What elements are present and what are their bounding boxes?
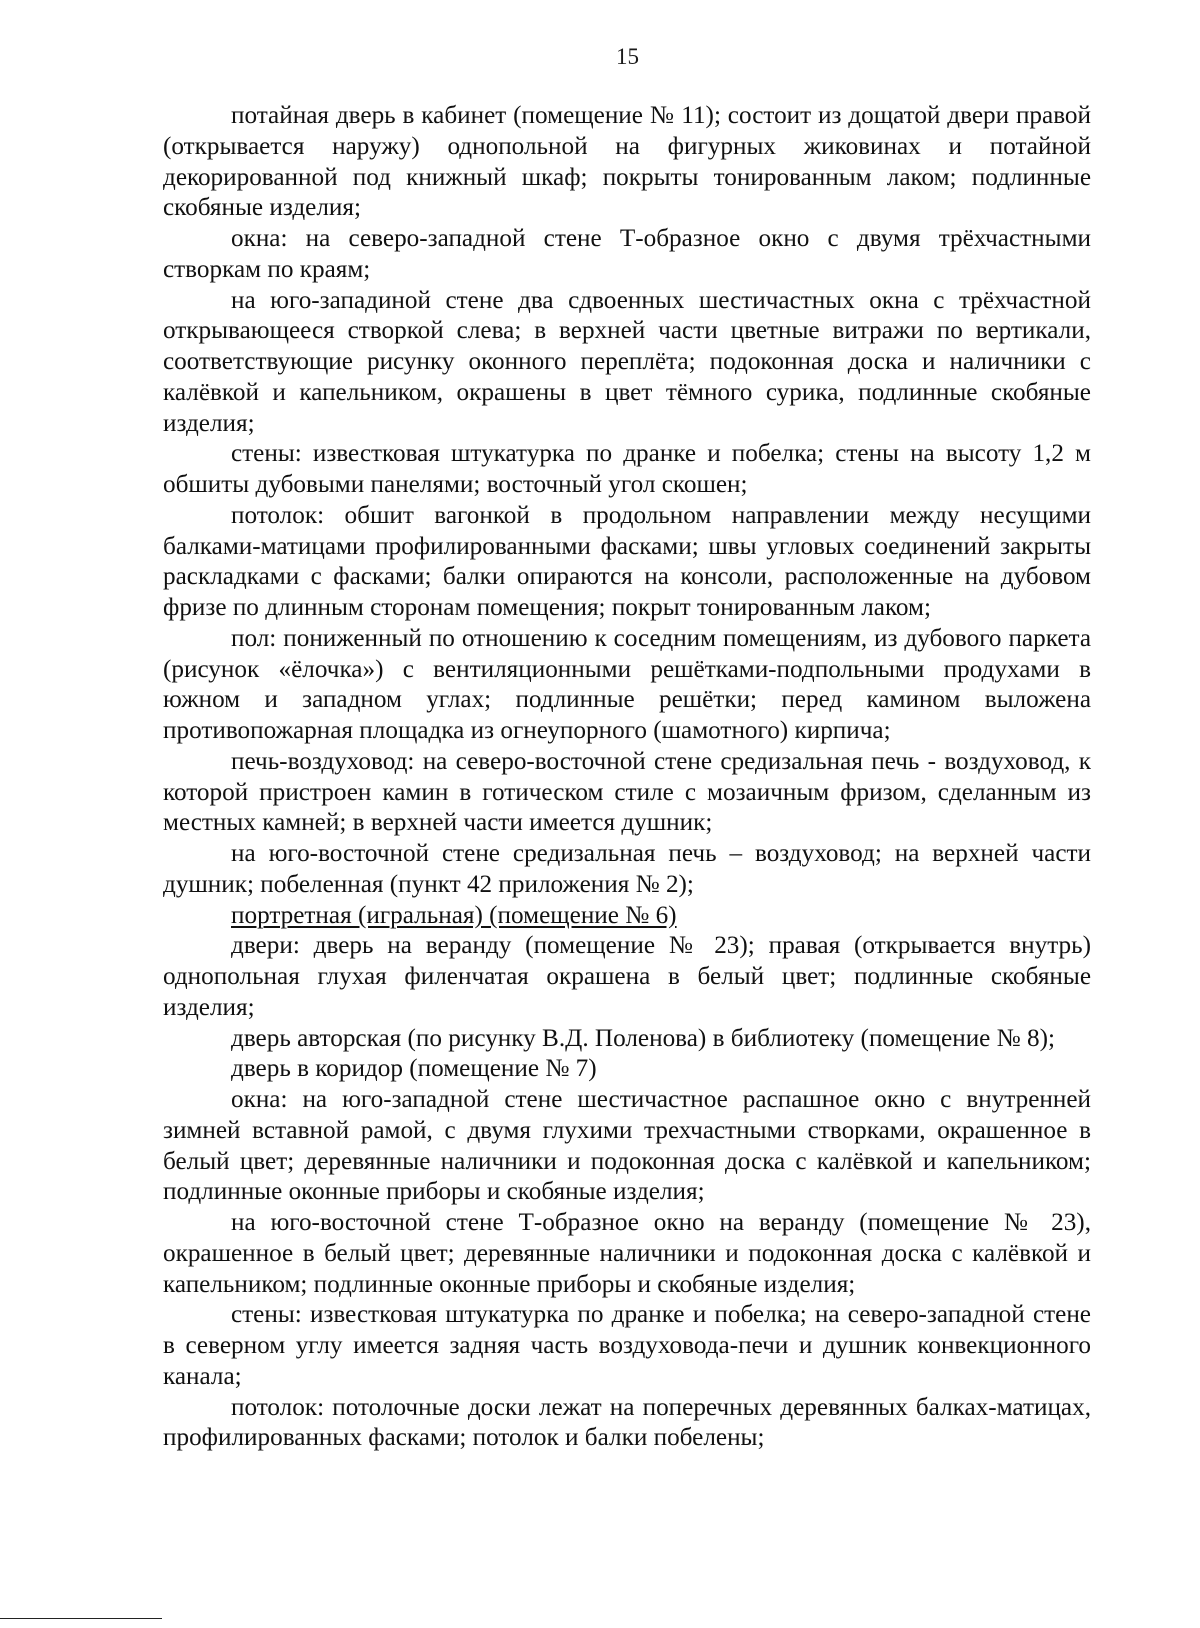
paragraph-ceiling: потолок: обшит вагонкой в продольном направлении между несущими балками-матицами профилированными фасками; швы угловых соединений закрыты раскладками с фасками; балки опираются на консоли, расположенные на дубовом фризе по длинным сторонам помещения; покрыт тонированным лаком; <box>163 501 1091 621</box>
paragraph-floor: пол: пониженный по отношению к соседним помещениям, из дубового паркета (рисунок «ёлочка») с вентиляционными решётками-подпольными продухами в южном и западном углах; подлинные решётки; перед камином выложена противопожарная площадка из огнеупорного (шамотного) кирпича; <box>163 624 1091 744</box>
paragraph-door-corridor: дверь в коридор (помещение № 7) <box>231 1055 597 1083</box>
paragraph-windows-southwest: на юго-западиной стене два сдвоенных шестичастных окна с трёхчастной открывающееся створкой слева; в верхней части цветные витражи по вертикали, соответствующие рисунку оконного переплёта; подоконная доска и наличники с калёвкой и капельником, окрашены в цвет тёмного сурика, подлинные скобяные изделия; <box>163 286 1091 437</box>
page-number: 15 <box>616 44 639 69</box>
paragraph-walls-room6: стены: известковая штукатурка по дранке и побелка; на северо-западной стене в северном углу имеется задняя часть воздуховода-печи и душник конвекционного канала; <box>163 1301 1091 1390</box>
footnote-separator-line <box>0 1618 162 1619</box>
paragraph-doors-veranda: двери: дверь на веранду (помещение № 23); правая (открывается внутрь) однопольная глухая филенчатая окрашена в белый цвет; подлинные скобяные изделия; <box>163 932 1091 1021</box>
section-heading-text: портретная (игральная) (помещение № 6) <box>231 901 677 929</box>
paragraph-stove-southeast: на юго-восточной стене средизальная печь – воздуховод; на верхней части душник; побеленная (пункт 42 приложения № 2); <box>163 840 1091 898</box>
section-heading-portrait-room <box>163 901 1091 932</box>
paragraph-windows-northwest: окна: на северо-западной стене Т-образное окно с двумя трёхчастными створкам по краям; <box>163 225 1091 283</box>
paragraph-walls: стены: известковая штукатурка по дранке и побелка; стены на высоту 1,2 м обшиты дубовыми панелями; восточный угол скошен; <box>163 440 1091 498</box>
paragraph-ceiling-room6: потолок: потолочные доски лежат на поперечных деревянных балках-матицах, профилированных фасками; потолок и балки побелены; <box>163 1393 1091 1452</box>
paragraph-windows-southwest-room6: окна: на юго-западной стене шестичастное распашное окно с внутренней зимней вставной рамой, с двумя глухими трехчастными створками, окрашенное в белый цвет; деревянные наличники и подоконная доска с калёвкой и капельником; подлинные оконные приборы и скобяные изделия; <box>163 1086 1091 1206</box>
paragraph-windows-southeast-room6: на юго-восточной стене Т-образное окно на веранду (помещение № 23), окрашенное в белый цвет; деревянные наличники и подоконная доска с калёвкой и капельником; подлинные оконные приборы и скобяные изделия; <box>163 1209 1091 1298</box>
paragraph-secret-door: потайная дверь в кабинет (помещение № 11); состоит из дощатой двери правой (открывается наружу) однопольной на фигурных жиковинах и потайной декорированной под книжный шкаф; покрыты тонированным лаком; подлинные скобяные изделия; <box>163 102 1091 222</box>
document-body <box>163 101 1091 1454</box>
paragraph-door-library: дверь авторская (по рисунку В.Д. Поленова) в библиотеку (помещение № 8); <box>231 1024 1055 1052</box>
paragraph-stove-northeast: печь-воздуховод: на северо-восточной стене средизальная печь - воздуховод, к которой пристроен камин в готическом стиле с мозаичным фризом, сделанным из местных камней; в верхней части имеется душник; <box>163 747 1091 837</box>
